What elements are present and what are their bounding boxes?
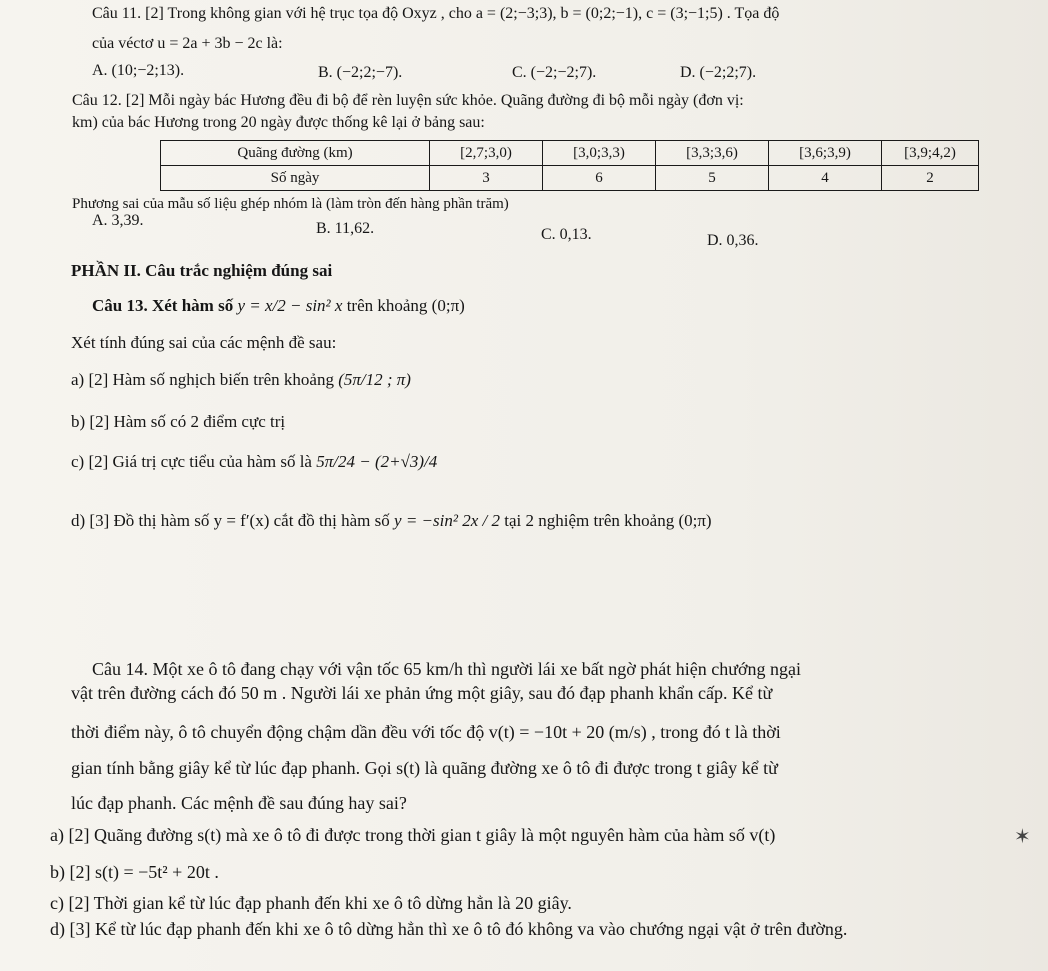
q13-instruction: Xét tính đúng sai của các mệnh đề sau:: [71, 333, 337, 352]
q13-c-text: c) [2] Giá trị cực tiểu của hàm số là: [71, 452, 312, 471]
q12-stem-2: km) của bác Hương trong 20 ngày được thống kê lại ở bảng sau:: [72, 114, 485, 131]
table-header-cell: [2,7;3,0): [430, 141, 543, 166]
q14-stem-5: lúc đạp phanh. Các mệnh đề sau đúng hay sai?: [71, 793, 407, 813]
section-title: PHẦN II. Câu trắc nghiệm đúng sai: [71, 261, 333, 280]
q12-option-d: D. 0,36.: [707, 232, 759, 249]
q14-statement-b: b) [2] s(t) = −5t² + 20t .: [50, 862, 219, 882]
table-cell: 2: [882, 166, 979, 191]
q13-a-text: a) [2] Hàm số nghịch biến trên khoảng: [71, 370, 334, 389]
table-header-cell: [3,9;4,2): [882, 141, 979, 166]
q13-intro: Câu 13. Xét hàm số: [92, 296, 234, 315]
frequency-table: [160, 140, 979, 191]
q13-a-interval: (5π/12 ; π): [338, 370, 411, 389]
q13-d-function: y = −sin² 2x / 2: [394, 511, 500, 530]
table-cell: 6: [543, 166, 656, 191]
table-cell: 5: [656, 166, 769, 191]
table-cell: 4: [769, 166, 882, 191]
q14-stem-3: thời điểm này, ô tô chuyển động chậm dần đều với tốc độ v(t) = −10t + 20 (m/s) , trong đó t là thời: [71, 722, 781, 742]
q11-option-d: D. (−2;2;7).: [680, 64, 757, 81]
table-header-cell: [3,3;3,6): [656, 141, 769, 166]
q11-option-a: A. (10;−2;13).: [92, 62, 185, 79]
q13-d-text: d) [3] Đồ thị hàm số y = f′(x) cắt đồ thị hàm số: [71, 511, 390, 530]
table-header-cell: Quãng đường (km): [161, 141, 430, 166]
q14-stem-1: Câu 14. Một xe ô tô đang chạy với vận tốc 65 km/h thì người lái xe bất ngờ phát hiện chướng ngại: [92, 659, 801, 679]
q13-statement-c: [71, 452, 437, 472]
q13-d-domain: tại 2 nghiệm trên khoảng (0;π): [504, 511, 712, 530]
q12-option-b: B. 11,62.: [316, 220, 375, 237]
q11-stem-2: của véctơ u = 2a + 3b − 2c là:: [92, 35, 283, 52]
q13-stem: [92, 296, 465, 316]
table-row: [161, 141, 979, 166]
q13-function: y = x/2 − sin² x: [237, 296, 343, 315]
table-row-label: Số ngày: [161, 166, 430, 191]
q12-option-c: C. 0,13.: [541, 226, 592, 243]
q14-stem-2: vật trên đường cách đó 50 m . Người lái xe phản ứng một giây, sau đó đạp phanh khẩn cấp. Kể từ: [71, 683, 773, 703]
q11-stem: Câu 11. [2] Trong không gian với hệ trục tọa độ Oxyz , cho a = (2;−3;3), b = (0;2;−1), c = (3;−1;5) . Tọa độ: [92, 5, 780, 22]
q11-option-b: B. (−2;2;−7).: [318, 64, 403, 81]
q12-question: Phương sai của mẫu số liệu ghép nhóm là (làm tròn đến hàng phần trăm): [72, 196, 509, 212]
q14-stem-4: gian tính bằng giây kể từ lúc đạp phanh. Gọi s(t) là quãng đường xe ô tô đi được trong t giây kể từ: [71, 758, 778, 778]
q11-option-c: C. (−2;−2;7).: [512, 64, 597, 81]
q14-statement-a: a) [2] Quãng đường s(t) mà xe ô tô đi được trong thời gian t giây là một nguyên hàm của hàm số v(t): [50, 825, 776, 845]
table-header-cell: [3,0;3,3): [543, 141, 656, 166]
table-row: [161, 166, 979, 191]
star-mark-icon: ✶: [1014, 826, 1031, 848]
q12-stem: Câu 12. [2] Mỗi ngày bác Hương đều đi bộ để rèn luyện sức khỏe. Quãng đường đi bộ mỗi ngày (đơn vị:: [72, 92, 744, 109]
table-header-cell: [3,6;3,9): [769, 141, 882, 166]
table-cell: 3: [430, 166, 543, 191]
q13-domain: trên khoảng (0;π): [346, 296, 465, 315]
q13-c-value: 5π/24 − (2+√3)/4: [316, 452, 438, 471]
q13-statement-b: b) [2] Hàm số có 2 điểm cực trị: [71, 412, 286, 431]
q13-statement-d: [71, 511, 712, 531]
q14-statement-d: d) [3] Kể từ lúc đạp phanh đến khi xe ô tô dừng hẳn thì xe ô tô đó không va vào chướng ngại vật ở trên đường.: [50, 919, 848, 939]
q14-statement-c: c) [2] Thời gian kể từ lúc đạp phanh đến khi xe ô tô dừng hẳn là 20 giây.: [50, 893, 572, 913]
q12-option-a: A. 3,39.: [92, 212, 144, 229]
q13-statement-a: [71, 370, 411, 390]
